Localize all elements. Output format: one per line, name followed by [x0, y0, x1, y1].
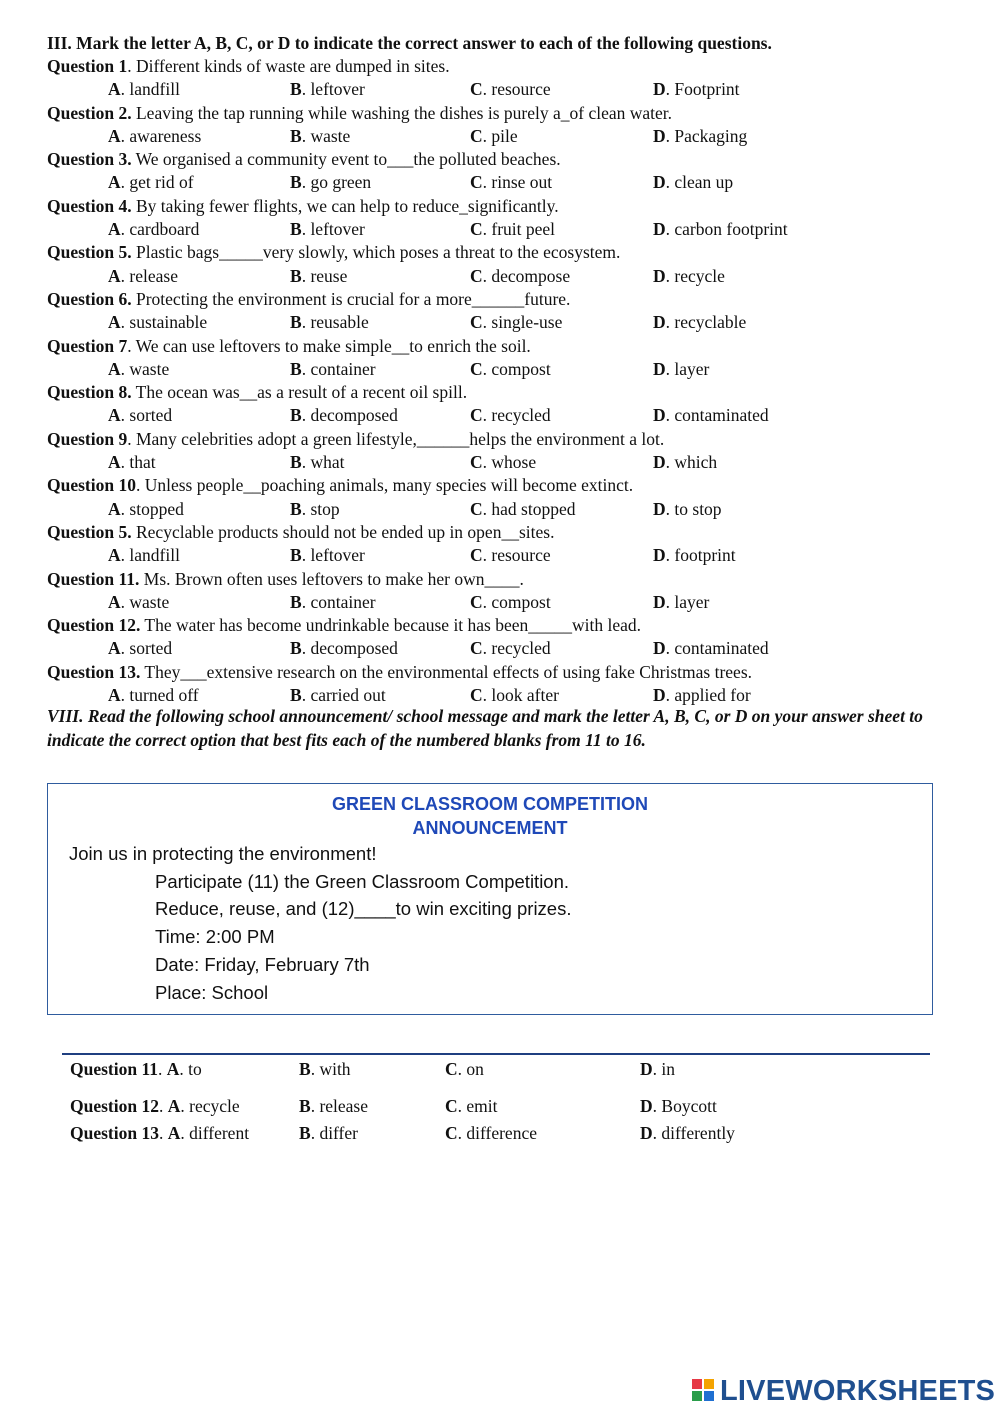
option-letter: D: [653, 79, 666, 100]
question-label: Question 3.: [47, 149, 132, 170]
option-text: decompose: [491, 265, 571, 286]
question-options: [47, 358, 967, 381]
answer-option[interactable]: B. differ: [299, 1123, 358, 1143]
answer-option[interactable]: A. that: [108, 452, 156, 473]
question-stem: [47, 102, 967, 125]
option-letter: A: [108, 685, 121, 706]
option-text: on: [466, 1059, 484, 1079]
announcement-box: [47, 783, 933, 1015]
option-letter: C: [445, 1059, 458, 1079]
answer-option[interactable]: C. compost: [470, 358, 551, 379]
option-text: sustainable: [129, 312, 208, 333]
option-letter: D: [640, 1059, 653, 1079]
option-letter: C: [470, 312, 483, 333]
option-letter: D: [653, 685, 666, 706]
question-stem: [47, 474, 967, 497]
option-text: pile: [491, 125, 518, 146]
question-text: Plastic bags_____very slowly, which poses a threat to the ecosystem.: [131, 242, 621, 263]
question-label: Question 2.: [47, 102, 132, 123]
answer-row: [70, 1121, 930, 1145]
option-letter: D: [640, 1096, 653, 1116]
option-letter: D: [653, 591, 666, 612]
option-letter: C: [470, 265, 483, 286]
option-text: clean up: [674, 172, 734, 193]
announcement-intro: Join us in protecting the environment!: [69, 843, 377, 864]
option-text: leftover: [310, 79, 365, 100]
answer-option[interactable]: A. cardboard: [108, 219, 200, 240]
answer-option[interactable]: C. compost: [470, 591, 551, 612]
option-text: resource: [491, 79, 551, 100]
option-letter: B: [290, 312, 302, 333]
option-text: decomposed: [310, 405, 398, 426]
option-letter: D: [653, 498, 666, 519]
option-text: emit: [466, 1096, 498, 1116]
question-options: [47, 684, 967, 707]
question-stem: [47, 335, 967, 358]
option-text: single-use: [491, 312, 563, 333]
question-stem: [47, 614, 967, 637]
answer-option[interactable]: B. container: [290, 591, 376, 612]
option-text: get rid of: [129, 172, 194, 193]
answer-option[interactable]: A. waste: [108, 591, 170, 612]
question-options: [47, 637, 967, 660]
option-text: difference: [466, 1123, 537, 1143]
section-3-title: III. Mark the letter A, B, C, or D to indicate the correct answer to each of the following questions.: [47, 33, 772, 53]
option-text: rinse out: [491, 172, 553, 193]
question-label: Question 11.: [47, 568, 140, 589]
question-stem: [47, 568, 967, 591]
question-label: Question 9: [47, 428, 128, 449]
option-text: Boycott: [661, 1096, 717, 1116]
question-text: Protecting the environment is crucial for a more______future.: [131, 288, 571, 309]
announcement-title-line-2: ANNOUNCEMENT: [412, 818, 568, 838]
option-letter: B: [299, 1096, 311, 1116]
question-label: Question 7: [47, 335, 128, 356]
option-text: that: [129, 452, 156, 473]
option-text: compost: [491, 358, 551, 379]
answer-option[interactable]: C. resource: [470, 79, 551, 100]
question-options: [47, 78, 967, 101]
question-label: Question 12.: [47, 615, 141, 636]
section-8-instructions: VIII. Read the following school announcement/ school message and mark the letter A, B, C, or D on your answer sheet to indicate the correct option that best fits each of the numbered blanks from 11 to 16.: [47, 706, 923, 750]
option-text: applied for: [674, 685, 751, 706]
answer-option[interactable]: B. release: [299, 1096, 369, 1116]
option-letter: B: [290, 591, 302, 612]
option-text: whose: [491, 452, 537, 473]
option-letter: B: [290, 79, 302, 100]
question-text: By taking fewer flights, we can help to reduce_significantly.: [131, 195, 559, 216]
option-letter: B: [299, 1059, 311, 1079]
question-options: [47, 125, 967, 148]
answer-option[interactable]: A. get rid of: [108, 172, 194, 193]
answer-option[interactable]: C. rinse out: [470, 172, 553, 193]
question-label: Question 4.: [47, 195, 132, 216]
option-text: contaminated: [674, 405, 769, 426]
option-text: landfill: [129, 545, 180, 566]
option-letter: D: [653, 638, 666, 659]
question-text: Recyclable products should not be ended up in open__sites.: [131, 521, 555, 542]
option-letter: C: [470, 125, 483, 146]
answer-option[interactable]: B. decomposed: [290, 405, 398, 426]
answer-option[interactable]: Question 12. A. recycle: [70, 1096, 240, 1116]
question-label: Question 12: [70, 1096, 159, 1116]
answer-option[interactable]: D. carbon footprint: [653, 219, 788, 240]
question-text: . Different kinds of waste are dumped in sites.: [127, 56, 450, 76]
answer-option[interactable]: C. fruit peel: [470, 219, 556, 240]
answer-option[interactable]: B. waste: [290, 125, 351, 146]
option-text: sorted: [129, 638, 173, 659]
answer-option[interactable]: D. applied for: [653, 685, 751, 706]
announcement-line: Reduce, reuse, and (12)____to win exciting prizes.: [155, 898, 572, 920]
question-options: [47, 498, 967, 521]
option-letter: A: [108, 638, 121, 659]
answer-option[interactable]: C. recycled: [470, 638, 551, 659]
answer-option[interactable]: Question 11. A. to: [70, 1059, 202, 1079]
answer-row: [70, 1057, 930, 1081]
question-stem: [47, 195, 967, 218]
question-stem: [47, 288, 967, 311]
announcement-line: Place: School: [155, 981, 269, 1003]
answer-option[interactable]: A. sustainable: [108, 312, 208, 333]
liveworksheets-logo-text: LIVEWORKSHEETS: [720, 1375, 996, 1407]
option-text: to stop: [674, 498, 722, 519]
option-letter: B: [290, 219, 302, 240]
answer-option[interactable]: C. difference: [445, 1123, 537, 1143]
option-letter: D: [653, 358, 666, 379]
question-text: We organised a community event to___the polluted beaches.: [131, 149, 561, 170]
answer-option[interactable]: D. Packaging: [653, 125, 748, 146]
answer-option[interactable]: A. sorted: [108, 405, 173, 426]
option-text: sorted: [129, 405, 173, 426]
answer-option[interactable]: B. carried out: [290, 685, 386, 706]
option-text: recycle: [674, 265, 725, 286]
answer-option[interactable]: B. container: [290, 358, 376, 379]
option-text: release: [129, 265, 178, 286]
option-letter: D: [653, 265, 666, 286]
answer-option[interactable]: C. recycled: [470, 405, 551, 426]
option-text: release: [319, 1096, 369, 1116]
divider-line: [62, 1053, 930, 1055]
question-options: [47, 218, 967, 241]
option-text: recycled: [491, 638, 551, 659]
question-list: [47, 55, 967, 707]
question-stem: [47, 241, 967, 264]
answer-option[interactable]: B. leftover: [290, 219, 365, 240]
option-letter: C: [470, 358, 483, 379]
answer-option[interactable]: C. whose: [470, 452, 537, 473]
option-letter: A: [108, 591, 121, 612]
announcement-title: [48, 792, 932, 840]
option-text: awareness: [129, 125, 202, 146]
answer-option[interactable]: C. look after: [470, 685, 559, 706]
question-label: Question 5.: [47, 521, 132, 542]
option-text: what: [310, 452, 345, 473]
option-letter: C: [470, 219, 483, 240]
answer-option[interactable]: A. landfill: [108, 545, 180, 566]
option-text: footprint: [674, 545, 736, 566]
option-text: with: [319, 1059, 351, 1079]
answer-option[interactable]: C. emit: [445, 1096, 498, 1116]
question-stem: [47, 521, 967, 544]
option-text: container: [310, 591, 376, 612]
option-letter: D: [653, 545, 666, 566]
answer-option[interactable]: C. decompose: [470, 265, 571, 286]
option-text: in: [661, 1059, 676, 1079]
answer-option[interactable]: D. Boycott: [640, 1096, 717, 1116]
option-text: waste: [129, 591, 170, 612]
option-letter: A: [108, 125, 121, 146]
answer-option[interactable]: A. landfill: [108, 79, 180, 100]
option-letter: A: [108, 219, 121, 240]
answer-option[interactable]: A. stopped: [108, 498, 184, 519]
option-letter: D: [640, 1123, 653, 1143]
option-text: cardboard: [129, 219, 200, 240]
question-text: Ms. Brown often uses leftovers to make her own____.: [139, 568, 524, 589]
answer-option[interactable]: D. differently: [640, 1123, 735, 1143]
answer-option[interactable]: D. footprint: [653, 545, 736, 566]
option-letter: C: [470, 685, 483, 706]
option-text: had stopped: [491, 498, 576, 519]
option-letter: B: [290, 685, 302, 706]
option-text: compost: [491, 591, 551, 612]
option-letter: C: [470, 79, 483, 100]
option-text: layer: [674, 358, 710, 379]
option-text: differ: [319, 1123, 358, 1143]
option-text: stopped: [129, 498, 184, 519]
option-text: stop: [310, 498, 340, 519]
answer-option[interactable]: B. go green: [290, 172, 372, 193]
announcement-line: Participate (11) the Green Classroom Competition.: [155, 870, 570, 892]
option-text: differently: [661, 1123, 735, 1143]
option-letter: A: [166, 1059, 180, 1079]
option-letter: B: [290, 265, 302, 286]
option-text: reusable: [310, 312, 369, 333]
question-text: The ocean was__as a result of a recent oil spill.: [131, 382, 468, 403]
question-text: Leaving the tap running while washing the dishes is purely a_of clean water.: [131, 102, 673, 123]
option-letter: D: [653, 172, 666, 193]
question-label: Question 8.: [47, 382, 132, 403]
answer-option[interactable]: C. on: [445, 1059, 484, 1079]
option-letter: D: [653, 125, 666, 146]
question-label: Question 13.: [47, 661, 141, 682]
answer-row: [70, 1094, 930, 1118]
answer-option[interactable]: D. Footprint: [653, 79, 740, 100]
question-label: Question 10: [47, 475, 136, 496]
option-text: look after: [491, 685, 559, 706]
option-letter: A: [108, 312, 121, 333]
question-options: [47, 544, 967, 567]
answer-option[interactable]: A. turned off: [108, 685, 199, 706]
option-letter: A: [108, 545, 121, 566]
answer-option[interactable]: B. reusable: [290, 312, 369, 333]
option-text: different: [189, 1123, 250, 1143]
option-letter: B: [290, 638, 302, 659]
option-letter: C: [470, 498, 483, 519]
answer-option[interactable]: D. contaminated: [653, 405, 769, 426]
answer-option[interactable]: B. stop: [290, 498, 340, 519]
answer-option[interactable]: A. sorted: [108, 638, 173, 659]
option-text: which: [674, 452, 718, 473]
question-label: Question 13: [70, 1123, 159, 1143]
answer-option[interactable]: D. in: [640, 1059, 676, 1079]
answer-option[interactable]: B. reuse: [290, 265, 348, 286]
option-letter: A: [108, 358, 121, 379]
answer-option[interactable]: B. leftover: [290, 79, 365, 100]
option-letter: C: [445, 1096, 458, 1116]
option-letter: B: [290, 545, 302, 566]
option-text: carbon footprint: [674, 219, 788, 240]
option-letter: B: [290, 125, 302, 146]
answer-option[interactable]: C. pile: [470, 125, 518, 146]
question-text: They___extensive research on the environmental effects of using fake Christmas trees.: [140, 661, 753, 682]
question-text: . Unless people__poaching animals, many species will become extinct.: [135, 475, 634, 496]
answer-option[interactable]: C. had stopped: [470, 498, 576, 519]
option-text: decomposed: [310, 638, 398, 659]
option-letter: D: [653, 219, 666, 240]
answer-option[interactable]: A. waste: [108, 358, 170, 379]
answer-option[interactable]: D. layer: [653, 591, 710, 612]
question-text: . We can use leftovers to make simple__to enrich the soil.: [127, 335, 531, 356]
option-text: turned off: [129, 685, 199, 706]
answer-option[interactable]: B. what: [290, 452, 345, 473]
announcement-title-line-1: GREEN CLASSROOM COMPETITION: [331, 794, 648, 814]
answer-option[interactable]: C. resource: [470, 545, 551, 566]
option-letter: A: [108, 172, 121, 193]
option-text: leftover: [310, 219, 365, 240]
option-letter: A: [108, 405, 121, 426]
question-label: Question 11: [70, 1059, 159, 1079]
option-letter: A: [167, 1096, 181, 1116]
liveworksheets-logo-icon: [692, 1379, 716, 1403]
announcement-line: Date: Friday, February 7th: [155, 953, 370, 975]
option-text: reuse: [310, 265, 348, 286]
answer-option[interactable]: B. decomposed: [290, 638, 398, 659]
option-letter: A: [108, 498, 121, 519]
answer-option[interactable]: D. contaminated: [653, 638, 769, 659]
option-letter: B: [290, 358, 302, 379]
option-text: layer: [674, 591, 710, 612]
question-options: [47, 171, 967, 194]
option-letter: B: [299, 1123, 311, 1143]
option-text: recyclable: [674, 312, 747, 333]
option-text: waste: [310, 125, 351, 146]
question-options: [47, 311, 967, 334]
question-stem: [47, 381, 967, 404]
option-letter: C: [470, 638, 483, 659]
option-text: go green: [310, 172, 372, 193]
answer-option[interactable]: D. layer: [653, 358, 710, 379]
question-label: Question 6.: [47, 288, 132, 309]
option-text: contaminated: [674, 638, 769, 659]
answer-option[interactable]: B. leftover: [290, 545, 365, 566]
answer-option[interactable]: D. which: [653, 452, 718, 473]
question-options: [47, 591, 967, 614]
option-letter: D: [653, 452, 666, 473]
option-text: recycled: [491, 405, 551, 426]
option-text: container: [310, 358, 376, 379]
question-stem: [47, 661, 967, 684]
option-text: fruit peel: [491, 219, 556, 240]
answer-option[interactable]: A. release: [108, 265, 178, 286]
question-stem: [47, 148, 967, 171]
option-letter: D: [653, 312, 666, 333]
option-letter: B: [290, 498, 302, 519]
option-text: landfill: [129, 79, 180, 100]
answer-option[interactable]: D. clean up: [653, 172, 734, 193]
option-letter: A: [108, 265, 121, 286]
option-letter: C: [470, 405, 483, 426]
question-stem: [47, 428, 967, 451]
answer-option[interactable]: D. recycle: [653, 265, 725, 286]
option-text: resource: [491, 545, 551, 566]
liveworksheets-logo: [692, 1374, 996, 1410]
option-text: carried out: [310, 685, 386, 706]
answer-option[interactable]: D. recyclable: [653, 312, 747, 333]
option-letter: C: [470, 591, 483, 612]
question-stem: [47, 55, 967, 78]
option-letter: C: [470, 172, 483, 193]
answer-option[interactable]: Question 13. A. different: [70, 1123, 250, 1143]
option-letter: B: [290, 405, 302, 426]
option-letter: C: [470, 545, 483, 566]
option-letter: C: [445, 1123, 458, 1143]
option-text: Packaging: [674, 125, 748, 146]
answer-option[interactable]: C. single-use: [470, 312, 563, 333]
question-text: The water has become undrinkable because it has been_____with lead.: [140, 615, 642, 636]
option-letter: D: [653, 405, 666, 426]
question-options: [47, 265, 967, 288]
option-letter: B: [290, 172, 302, 193]
option-letter: A: [108, 79, 121, 100]
question-options: [47, 404, 967, 427]
option-letter: C: [470, 452, 483, 473]
question-label: Question 5.: [47, 242, 132, 263]
answer-option[interactable]: D. to stop: [653, 498, 722, 519]
question-label: Question 1: [47, 56, 128, 76]
answer-option[interactable]: A. awareness: [108, 125, 202, 146]
announcement-line: Time: 2:00 PM: [155, 926, 275, 948]
option-text: Footprint: [674, 79, 740, 100]
option-text: waste: [129, 358, 170, 379]
option-letter: B: [290, 452, 302, 473]
question-options: [47, 451, 967, 474]
option-text: to: [188, 1059, 202, 1079]
question-text: . Many celebrities adopt a green lifestyle,______helps the environment a lot.: [127, 428, 665, 449]
option-text: recycle: [189, 1096, 240, 1116]
option-text: leftover: [310, 545, 365, 566]
answer-option[interactable]: B. with: [299, 1059, 351, 1079]
option-letter: A: [167, 1123, 181, 1143]
option-letter: A: [108, 452, 121, 473]
